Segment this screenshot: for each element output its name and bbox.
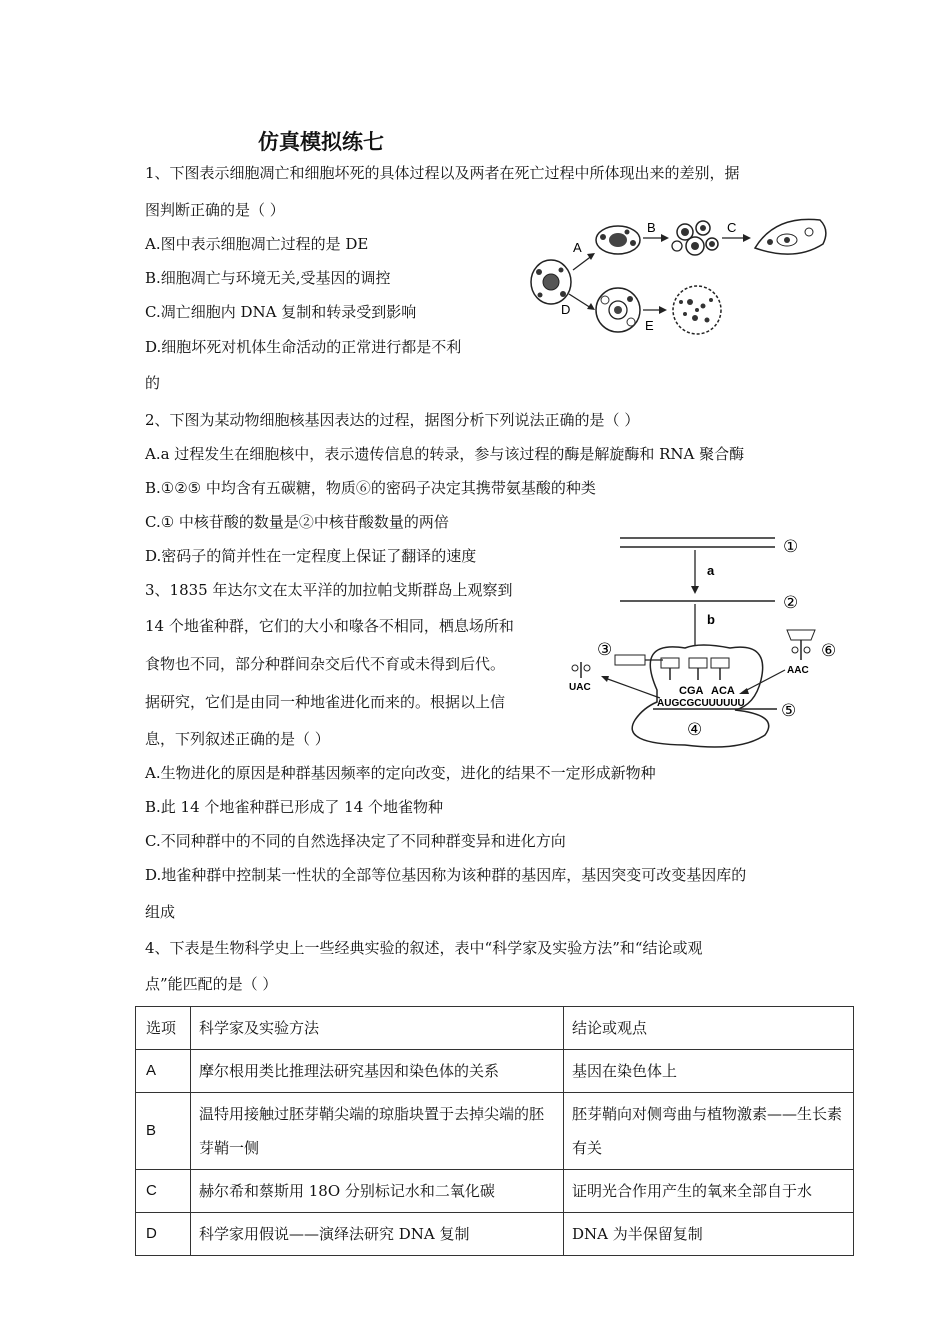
swollen-cell [596,288,640,332]
lysed-cell [673,286,721,334]
q1-option-b: B.细胞凋亡与环境无关,受基因的调控 [145,269,391,287]
table-cell: C [136,1170,191,1213]
q2-option-b: B.①②⑤ 中均含有五碳糖，物质⑥的密码子决定其携带氨基酸的种类 [145,479,596,497]
table-row [136,1170,854,1213]
label-b-process: b [707,612,715,627]
table-cell: D [136,1213,191,1256]
label-e: E [645,318,654,333]
q3-option-d-cont: 组成 [145,903,176,921]
table-cell: 证明光合作用产生的氧来全部自于水 [564,1170,854,1213]
page-title: 仿真模拟练七 [258,130,384,154]
label-6: ⑥ [821,641,837,660]
apoptotic-bodies [672,221,718,255]
table-header-cell: 科学家及实验方法 [191,1007,564,1050]
label-a-process: a [707,563,715,578]
q3-stem-line4: 据研究，它们是由同一种地雀进化而来的。根据以上信 [145,693,506,711]
normal-cell [531,260,571,304]
apoptotic-cell [596,226,640,254]
anticodon-aca: ACA [711,685,735,697]
mrna-sequence: AUGCGCUUUUUU [657,698,745,709]
q2-option-a: A.a 过程发生在细胞核中，表示遗传信息的转录，参与该过程的酶是解旋酶和 RNA 聚合酶 [145,445,745,463]
q2-stem: 2、下图为某动物细胞核基因表达的过程，据图分析下列说法正确的是（ ） [145,411,640,429]
label-c: C [727,220,737,235]
label-a: A [573,240,582,255]
q4-stem-line1: 4、下表是生物科学史上一些经典实验的叙述，表中“科学家及实验方法”和“结论或观 [145,939,703,957]
trna-aac: AAC [787,665,809,676]
q3-stem-line5: 息，下列叙述正确的是（ ） [145,730,330,748]
table-header-row [136,1007,854,1050]
q3-stem-line2: 14 个地雀种群，它们的大小和喙各不相同，栖息场所和 [145,617,514,635]
q1-option-d-cont: 的 [145,374,161,392]
anticodon-cga: CGA [679,685,704,697]
q1-option-a: A.图中表示细胞凋亡过程的是 DE [145,235,369,253]
label-5: ⑤ [781,701,797,720]
label-d: D [561,302,571,317]
table-row [136,1050,854,1093]
table-cell: 科学家用假说——演绎法研究 DNA 复制 [191,1213,564,1256]
cell-death-figure [525,210,835,340]
q2-option-c: C.① 中核苷酸的数量是②中核苷酸数量的两倍 [145,513,449,531]
q3-option-c: C.不同种群中的不同的自然选择决定了不同种群变异和进化方向 [145,832,566,850]
q2-option-d: D.密码子的简并性在一定程度上保证了翻译的速度 [145,547,477,565]
gene-expression-figure [565,530,850,750]
phagocyte-cell [755,219,826,254]
table-cell: 温特用接触过胚芽鞘尖端的琼脂块置于去掉尖端的胚芽鞘一侧 [191,1093,564,1170]
q1-option-c: C.凋亡细胞内 DNA 复制和转录受到影响 [145,303,417,321]
experiment-table [135,1006,854,1256]
table-cell: 基因在染色体上 [564,1050,854,1093]
q3-stem-line1: 3、1835 年达尔文在太平洋的加拉帕戈斯群岛上观察到 [145,581,513,599]
table-cell: A [136,1050,191,1093]
table-header-cell: 选项 [136,1007,191,1050]
table-cell: DNA 为半保留复制 [564,1213,854,1256]
q3-option-d: D.地雀种群中控制某一性状的全部等位基因称为该种群的基因库，基因突变可改变基因库的 [145,866,747,884]
label-2: ② [783,593,799,612]
table-cell: 赫尔希和蔡斯用 18O 分别标记水和二氧化碳 [191,1170,564,1213]
q3-stem-line3: 食物也不同，部分种群间杂交后代不育或未得到后代。 [145,655,506,673]
q4-stem-line2: 点”能匹配的是（ ） [145,975,278,993]
q1-stem-line2: 图判断正确的是（ ） [145,201,285,219]
table-cell: 摩尔根用类比推理法研究基因和染色体的关系 [191,1050,564,1093]
table-cell: 胚芽鞘向对侧弯曲与植物激素——生长素有关 [564,1093,854,1170]
label-3: ③ [597,640,613,659]
label-b: B [647,220,656,235]
q1-option-d: D.细胞坏死对机体生命活动的正常进行都是不利 [145,338,462,356]
table-row [136,1093,854,1170]
label-1: ① [783,537,799,556]
label-4: ④ [687,720,703,739]
table-header-cell: 结论或观点 [564,1007,854,1050]
table-row [136,1213,854,1256]
q1-stem-line1: 1、下图表示细胞凋亡和细胞坏死的具体过程以及两者在死亡过程中所体现出来的差别，据 [145,164,740,182]
q3-option-b: B.此 14 个地雀种群已形成了 14 个地雀物种 [145,798,444,816]
q3-option-a: A.生物进化的原因是种群基因频率的定向改变，进化的结果不一定形成新物种 [145,764,656,782]
trna-uac: UAC [569,682,591,693]
table-cell: B [136,1093,191,1170]
